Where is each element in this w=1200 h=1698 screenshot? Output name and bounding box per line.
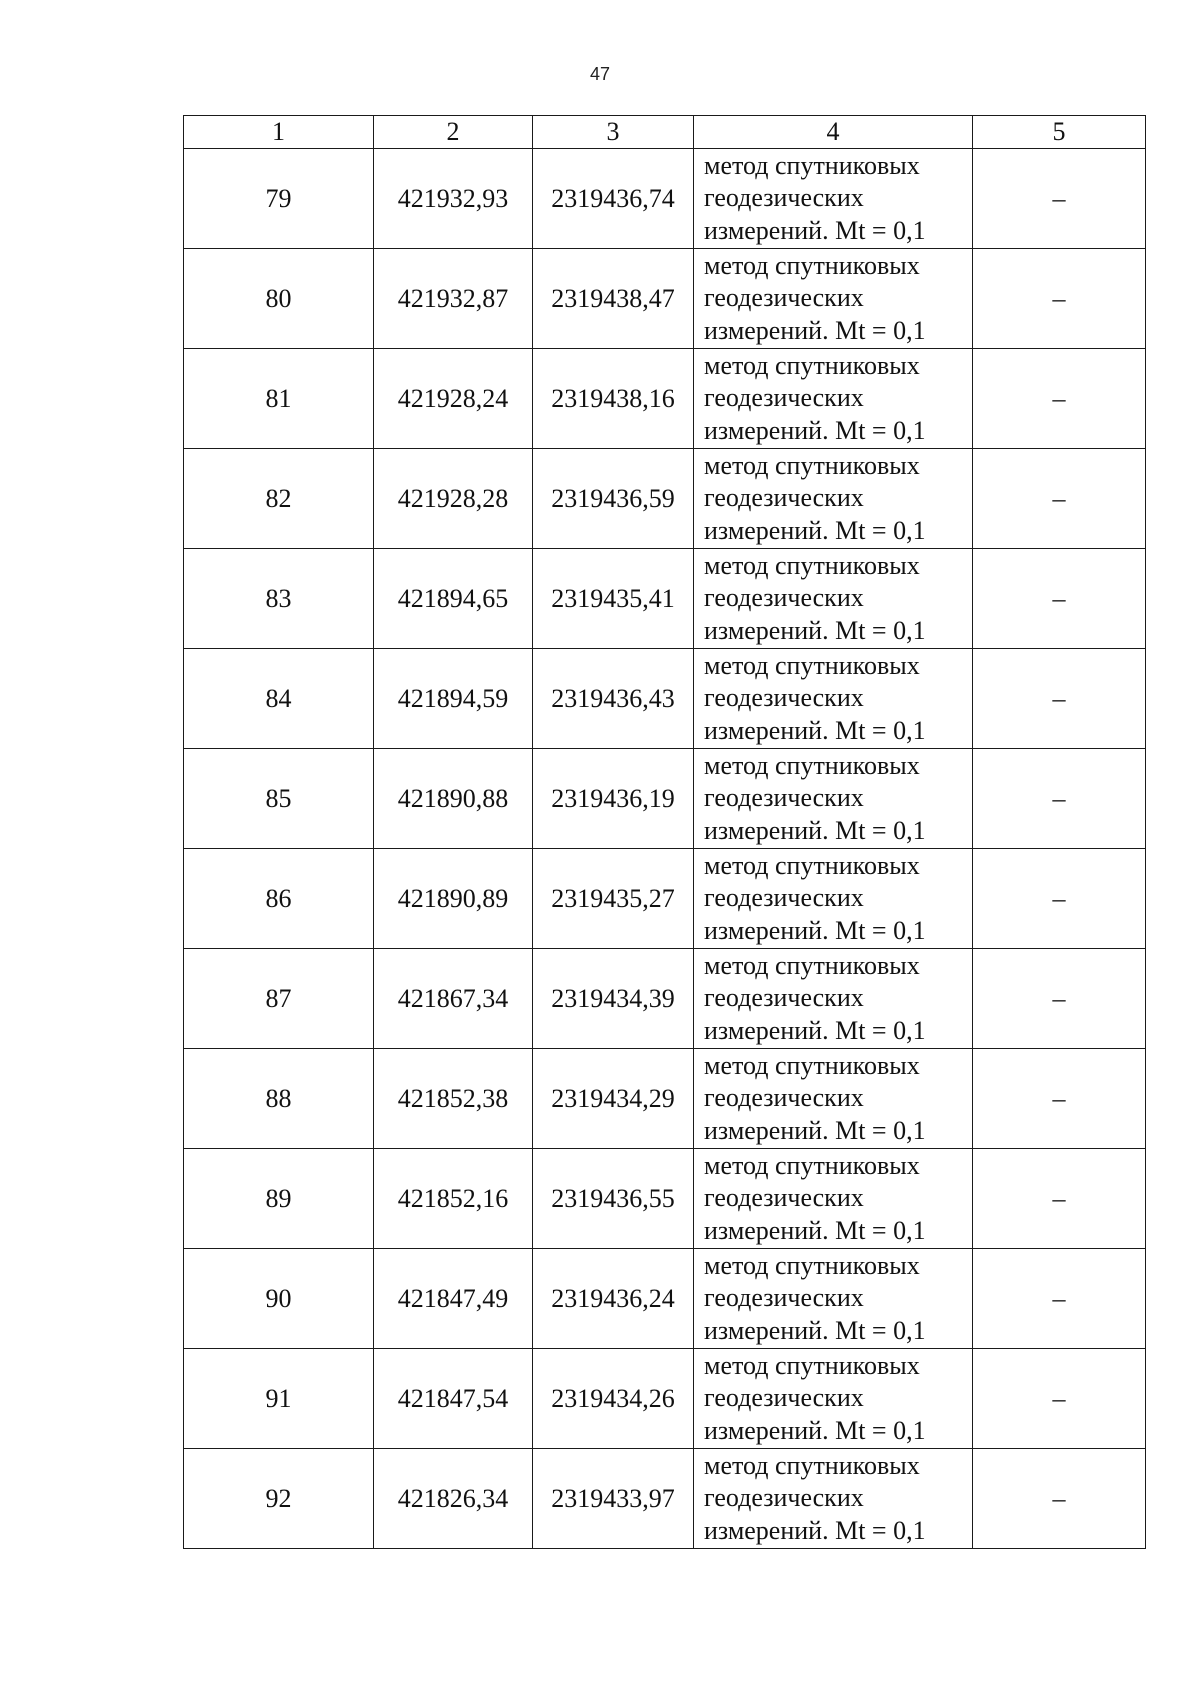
y-coordinate-cell: 2319436,74 xyxy=(533,149,694,249)
table-row xyxy=(184,549,1146,649)
method-text-line: геодезических xyxy=(704,783,864,813)
method-text-line: измерений. Mt = 0,1 xyxy=(704,315,926,345)
y-coordinate-cell: 2319438,16 xyxy=(533,349,694,449)
table-row xyxy=(184,1349,1146,1449)
point-number-cell: 83 xyxy=(184,549,374,649)
method-text-line: метод спутниковых xyxy=(704,550,920,580)
method-text-line: измерений. Mt = 0,1 xyxy=(704,615,926,645)
method-text-line: измерений. Mt = 0,1 xyxy=(704,715,926,745)
x-coordinate-cell: 421890,88 xyxy=(374,749,533,849)
note-cell: – xyxy=(973,1049,1146,1149)
point-number-cell: 80 xyxy=(184,249,374,349)
method-text-line: измерений. Mt = 0,1 xyxy=(704,1015,926,1045)
column-header-y: 3 xyxy=(533,116,694,149)
table-body xyxy=(184,149,1146,1549)
method-text-line: измерений. Mt = 0,1 xyxy=(704,815,926,845)
note-cell: – xyxy=(973,849,1146,949)
method-text-line: геодезических xyxy=(704,1183,864,1213)
x-coordinate-cell: 421826,34 xyxy=(374,1449,533,1549)
method-text-line: метод спутниковых xyxy=(704,850,920,880)
method-text-line: метод спутниковых xyxy=(704,1250,920,1280)
y-coordinate-cell: 2319436,43 xyxy=(533,649,694,749)
page-number: 47 xyxy=(589,64,611,84)
note-cell: – xyxy=(973,1349,1146,1449)
method-cell xyxy=(694,1349,973,1449)
method-text-line: метод спутниковых xyxy=(704,150,920,180)
method-cell xyxy=(694,349,973,449)
method-text-line: метод спутниковых xyxy=(704,1450,920,1480)
table-row xyxy=(184,649,1146,749)
table-row xyxy=(184,449,1146,549)
table-row xyxy=(184,1449,1146,1549)
note-cell: – xyxy=(973,1449,1146,1549)
method-text-line: геодезических xyxy=(704,183,864,213)
point-number-cell: 91 xyxy=(184,1349,374,1449)
method-text-line: измерений. Mt = 0,1 xyxy=(704,915,926,945)
table-row xyxy=(184,949,1146,1049)
method-text-line: геодезических xyxy=(704,983,864,1013)
method-text-line: метод спутниковых xyxy=(704,1350,920,1380)
table-row xyxy=(184,349,1146,449)
method-text-line: измерений. Mt = 0,1 xyxy=(704,415,926,445)
y-coordinate-cell: 2319436,19 xyxy=(533,749,694,849)
table-header xyxy=(184,116,1146,149)
method-text-line: измерений. Mt = 0,1 xyxy=(704,1515,926,1545)
method-text-line: измерений. Mt = 0,1 xyxy=(704,1315,926,1345)
method-cell xyxy=(694,149,973,249)
method-text-line: геодезических xyxy=(704,1083,864,1113)
method-cell xyxy=(694,249,973,349)
method-text-line: метод спутниковых xyxy=(704,750,920,780)
y-coordinate-cell: 2319438,47 xyxy=(533,249,694,349)
x-coordinate-cell: 421867,34 xyxy=(374,949,533,1049)
table-row xyxy=(184,1049,1146,1149)
y-coordinate-cell: 2319436,59 xyxy=(533,449,694,549)
table-row xyxy=(184,1149,1146,1249)
method-cell xyxy=(694,949,973,1049)
method-text-line: метод спутниковых xyxy=(704,1050,920,1080)
note-cell: – xyxy=(973,349,1146,449)
method-text-line: геодезических xyxy=(704,883,864,913)
method-text-line: геодезических xyxy=(704,1283,864,1313)
x-coordinate-cell: 421847,54 xyxy=(374,1349,533,1449)
method-text-line: измерений. Mt = 0,1 xyxy=(704,215,926,245)
note-cell: – xyxy=(973,749,1146,849)
note-cell: – xyxy=(973,949,1146,1049)
note-cell: – xyxy=(973,149,1146,249)
point-number-cell: 90 xyxy=(184,1249,374,1349)
table-row xyxy=(184,249,1146,349)
note-cell: – xyxy=(973,549,1146,649)
method-text-line: метод спутниковых xyxy=(704,450,920,480)
y-coordinate-cell: 2319436,55 xyxy=(533,1149,694,1249)
method-cell xyxy=(694,649,973,749)
method-text-line: геодезических xyxy=(704,583,864,613)
table-row xyxy=(184,1249,1146,1349)
y-coordinate-cell: 2319434,39 xyxy=(533,949,694,1049)
column-header-point-number: 1 xyxy=(184,116,374,149)
table-row xyxy=(184,849,1146,949)
x-coordinate-cell: 421890,89 xyxy=(374,849,533,949)
note-cell: – xyxy=(973,649,1146,749)
method-text-line: метод спутниковых xyxy=(704,250,920,280)
column-header-x: 2 xyxy=(374,116,533,149)
y-coordinate-cell: 2319434,29 xyxy=(533,1049,694,1149)
note-cell: – xyxy=(973,249,1146,349)
point-number-cell: 85 xyxy=(184,749,374,849)
x-coordinate-cell: 421847,49 xyxy=(374,1249,533,1349)
method-text-line: геодезических xyxy=(704,483,864,513)
x-coordinate-cell: 421932,93 xyxy=(374,149,533,249)
method-text-line: измерений. Mt = 0,1 xyxy=(704,1415,926,1445)
x-coordinate-cell: 421852,16 xyxy=(374,1149,533,1249)
method-text-line: геодезических xyxy=(704,683,864,713)
method-text-line: измерений. Mt = 0,1 xyxy=(704,1215,926,1245)
method-cell xyxy=(694,449,973,549)
method-text-line: метод спутниковых xyxy=(704,350,920,380)
header-row xyxy=(184,116,1146,149)
point-number-cell: 87 xyxy=(184,949,374,1049)
coordinates-table xyxy=(183,115,1146,1549)
method-text-line: метод спутниковых xyxy=(704,1150,920,1180)
method-cell xyxy=(694,1449,973,1549)
note-cell: – xyxy=(973,1249,1146,1349)
y-coordinate-cell: 2319435,41 xyxy=(533,549,694,649)
x-coordinate-cell: 421928,24 xyxy=(374,349,533,449)
x-coordinate-cell: 421932,87 xyxy=(374,249,533,349)
point-number-cell: 81 xyxy=(184,349,374,449)
method-text-line: измерений. Mt = 0,1 xyxy=(704,515,926,545)
method-text-line: геодезических xyxy=(704,283,864,313)
column-header-note: 5 xyxy=(973,116,1146,149)
table-row xyxy=(184,749,1146,849)
method-cell xyxy=(694,749,973,849)
method-text-line: геодезических xyxy=(704,1483,864,1513)
y-coordinate-cell: 2319434,26 xyxy=(533,1349,694,1449)
column-header-method: 4 xyxy=(694,116,973,149)
method-text-line: метод спутниковых xyxy=(704,650,920,680)
point-number-cell: 84 xyxy=(184,649,374,749)
method-text-line: геодезических xyxy=(704,1383,864,1413)
x-coordinate-cell: 421894,65 xyxy=(374,549,533,649)
table-row xyxy=(184,149,1146,249)
point-number-cell: 88 xyxy=(184,1049,374,1149)
method-cell xyxy=(694,1249,973,1349)
x-coordinate-cell: 421894,59 xyxy=(374,649,533,749)
method-text-line: геодезических xyxy=(704,383,864,413)
y-coordinate-cell: 2319435,27 xyxy=(533,849,694,949)
method-cell xyxy=(694,549,973,649)
note-cell: – xyxy=(973,449,1146,549)
y-coordinate-cell: 2319433,97 xyxy=(533,1449,694,1549)
x-coordinate-cell: 421852,38 xyxy=(374,1049,533,1149)
point-number-cell: 92 xyxy=(184,1449,374,1549)
method-cell xyxy=(694,849,973,949)
y-coordinate-cell: 2319436,24 xyxy=(533,1249,694,1349)
x-coordinate-cell: 421928,28 xyxy=(374,449,533,549)
method-text-line: измерений. Mt = 0,1 xyxy=(704,1115,926,1145)
point-number-cell: 89 xyxy=(184,1149,374,1249)
method-cell xyxy=(694,1149,973,1249)
method-cell xyxy=(694,1049,973,1149)
note-cell: – xyxy=(973,1149,1146,1249)
method-text-line: метод спутниковых xyxy=(704,950,920,980)
point-number-cell: 82 xyxy=(184,449,374,549)
point-number-cell: 79 xyxy=(184,149,374,249)
point-number-cell: 86 xyxy=(184,849,374,949)
